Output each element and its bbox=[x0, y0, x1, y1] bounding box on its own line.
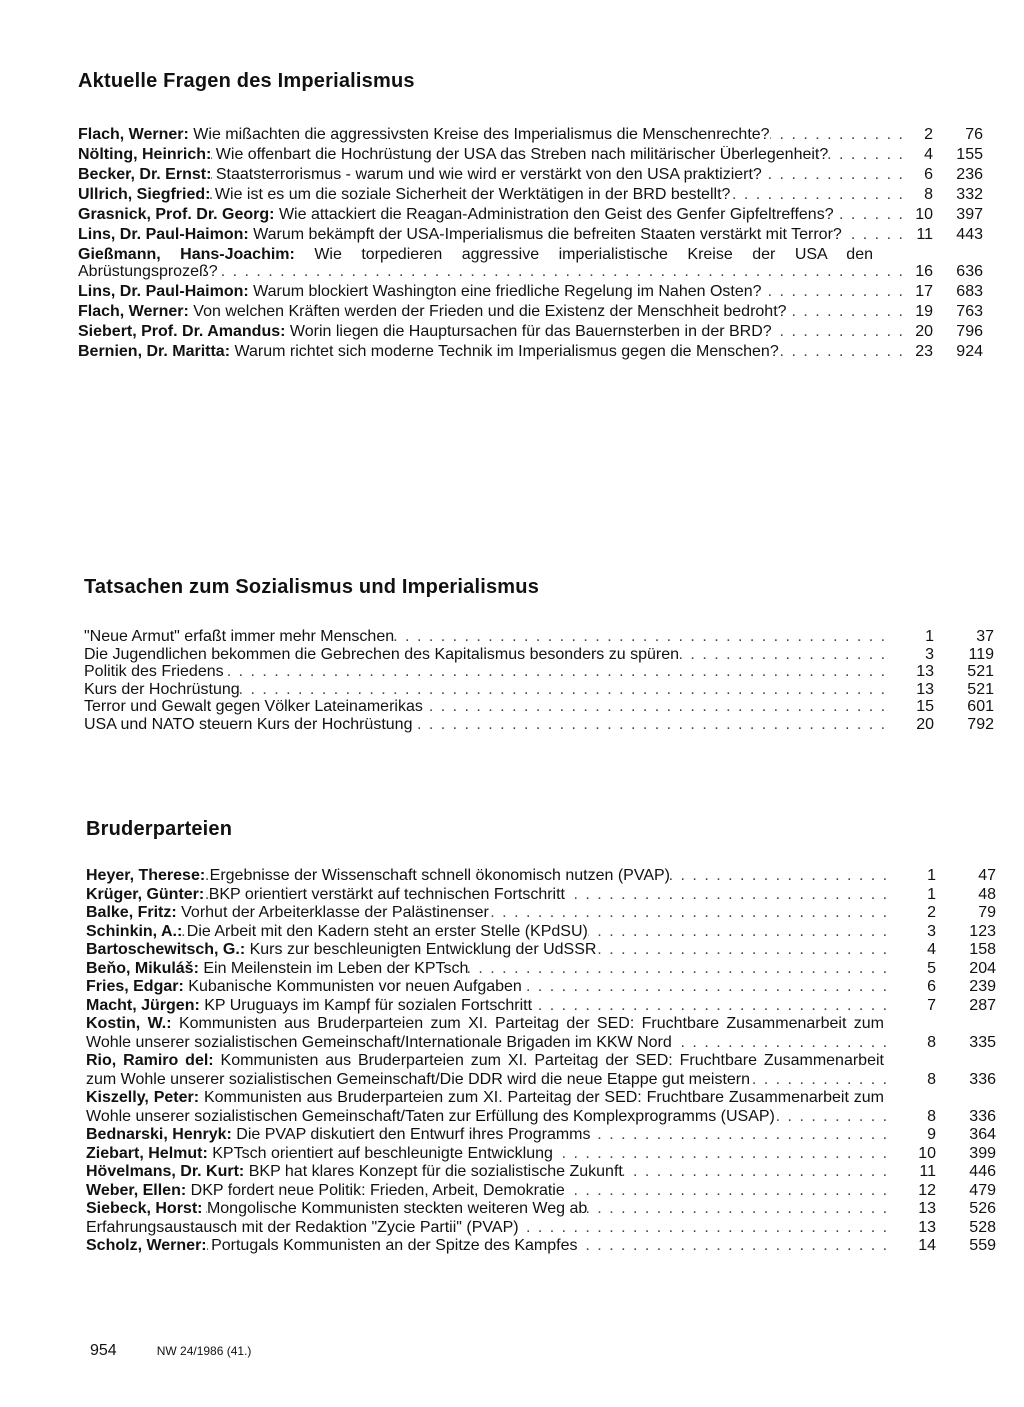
index-entry bbox=[86, 1163, 996, 1182]
entry-text bbox=[86, 1182, 896, 1201]
entry-author: Rio, Ramiro del: bbox=[86, 1052, 214, 1069]
entry-issue: 4 bbox=[924, 146, 933, 163]
entry-line bbox=[78, 303, 873, 320]
entry-line bbox=[78, 186, 873, 203]
entry-issue: 13 bbox=[918, 1218, 936, 1236]
entry-author: Flach, Werner: bbox=[78, 303, 189, 320]
entry-issue: 1 bbox=[925, 628, 934, 645]
entry-title: Warum richtet sich moderne Technik im Imperialismus gegen die Menschen? bbox=[234, 343, 779, 360]
entry-page: 446 bbox=[969, 1163, 996, 1180]
entry-author: Flach, Werner: bbox=[78, 126, 189, 143]
entry-page: 526 bbox=[969, 1200, 996, 1217]
entry-line bbox=[78, 226, 873, 243]
entry-issue: 16 bbox=[915, 263, 933, 280]
index-entry bbox=[78, 283, 983, 300]
entry-text bbox=[78, 343, 903, 360]
index-entry bbox=[86, 1089, 996, 1126]
entry-text bbox=[86, 1200, 896, 1219]
entry-issue: 4 bbox=[927, 941, 936, 958]
entry-text bbox=[86, 1163, 896, 1182]
entry-author: Bernien, Dr. Maritta: bbox=[78, 343, 231, 360]
index-entry bbox=[86, 978, 996, 997]
entry-page: 443 bbox=[956, 226, 983, 243]
entry-text bbox=[86, 1145, 896, 1164]
entry-text bbox=[78, 166, 903, 183]
entry-page: 37 bbox=[976, 628, 994, 645]
entry-title: "Neue Armut" erfaßt immer mehr Menschen bbox=[84, 628, 395, 645]
entry-page: 155 bbox=[956, 146, 983, 163]
section-title: Tatsachen zum Sozialismus und Imperialismus bbox=[84, 576, 540, 598]
entry-issue: 20 bbox=[916, 715, 934, 733]
entry-page: 47 bbox=[978, 867, 996, 884]
entry-title: Die Jugendlichen bekommen die Gebrechen des Kapitalismus besonders zu spüren bbox=[84, 645, 680, 663]
page-footer bbox=[90, 1342, 251, 1360]
page-number: 954 bbox=[90, 1342, 117, 1359]
entry-issue: 15 bbox=[916, 698, 934, 716]
entry-title: BKP orientiert verstärkt auf technischen Fortschritt bbox=[208, 885, 565, 903]
entry-title: Wie offenbart die Hochrüstung der USA das Streben nach militärischer Überlegenheit? bbox=[215, 146, 829, 163]
entry-text bbox=[78, 323, 903, 340]
entry-author: Gießmann, Hans-Joachim: bbox=[78, 246, 295, 263]
entry-text bbox=[86, 978, 896, 997]
entry-page: 119 bbox=[968, 645, 994, 663]
index-entry bbox=[78, 166, 983, 183]
entry-author: Lins, Dr. Paul-Haimon: bbox=[78, 283, 249, 300]
entry-line bbox=[78, 146, 873, 163]
index-entry bbox=[86, 904, 996, 923]
entry-list bbox=[78, 126, 983, 360]
entry-text bbox=[84, 716, 894, 734]
entry-author: Nölting, Heinrich: bbox=[78, 146, 212, 163]
entry-text bbox=[86, 1237, 896, 1256]
entry-author: Bednarski, Henryk: bbox=[86, 1126, 232, 1143]
entry-text bbox=[84, 663, 894, 681]
entry-issue: 6 bbox=[924, 166, 933, 183]
index-entry bbox=[86, 1052, 996, 1089]
entry-page: 79 bbox=[978, 904, 996, 921]
entry-line bbox=[86, 1163, 884, 1182]
entry-issue: 8 bbox=[927, 1070, 936, 1088]
index-entry bbox=[86, 886, 996, 905]
entry-line bbox=[86, 997, 884, 1016]
entry-title: Von welchen Kräften werden der Frieden und die Existenz der Menschheit bedroht? bbox=[193, 303, 787, 320]
index-entry bbox=[86, 1126, 996, 1145]
entry-line bbox=[78, 126, 873, 143]
entry-author: Ziebart, Helmut: bbox=[86, 1144, 208, 1162]
entry-issue: 3 bbox=[925, 645, 934, 663]
entry-line bbox=[86, 1052, 884, 1089]
index-entry bbox=[86, 1200, 996, 1219]
entry-title: Kommunisten aus Bruderparteien zum XI. Parteitag der SED: Fruchtbare Zusammenarbeit zum Wohle unserer sozialistischen Gemeinschaft/Taten zur Erfüllung des Komplexprogramms (USAP) bbox=[86, 1089, 884, 1125]
entry-title: Wie mißachten die aggressivsten Kreise des Imperialismus die Menschenrechte? bbox=[193, 126, 770, 143]
entry-issue: 2 bbox=[927, 904, 936, 921]
entry-text bbox=[86, 1052, 896, 1089]
entry-title: Wie torpedieren aggressive imperialistische Kreise der USA den Abrüstungsprozeß? bbox=[78, 246, 873, 280]
entry-line bbox=[78, 283, 873, 300]
index-entry bbox=[78, 226, 983, 243]
entry-page: 924 bbox=[956, 343, 983, 360]
index-entry bbox=[78, 343, 983, 360]
entry-issue: 2 bbox=[924, 126, 933, 143]
index-entry bbox=[78, 246, 983, 280]
entry-issue: 8 bbox=[924, 186, 933, 203]
entry-text bbox=[86, 997, 896, 1016]
entry-text bbox=[84, 628, 894, 646]
index-entry bbox=[86, 1237, 996, 1256]
index-entry bbox=[84, 646, 994, 664]
entry-title: USA und NATO steuern Kurs der Hochrüstung bbox=[84, 715, 413, 733]
entry-title: Politik des Friedens bbox=[84, 663, 224, 681]
entry-author: Balke, Fritz: bbox=[86, 904, 177, 921]
entry-page: 796 bbox=[956, 323, 983, 340]
entry-title: Mongolische Kommunisten steckten weiteren Weg ab bbox=[206, 1200, 588, 1217]
entry-issue: 20 bbox=[915, 323, 933, 340]
section-aktuelle-fragen bbox=[78, 70, 993, 363]
entry-author: Heyer, Therese: bbox=[86, 867, 206, 884]
entry-author: Krüger, Günter: bbox=[86, 885, 205, 903]
entry-title: Die Arbeit mit den Kadern steht an erster Stelle (KPdSU) bbox=[186, 922, 588, 940]
entry-text bbox=[86, 1015, 896, 1052]
entry-page: 528 bbox=[969, 1218, 996, 1236]
entry-line bbox=[86, 923, 884, 942]
entry-line bbox=[86, 978, 884, 997]
entry-author: Beňo, Mikuláš: bbox=[86, 959, 199, 977]
section-bruderparteien bbox=[86, 818, 996, 1256]
entry-title: DKP fordert neue Politik: Frieden, Arbeit, Demokratie bbox=[190, 1181, 565, 1199]
entry-line bbox=[78, 343, 873, 360]
entry-page: 332 bbox=[956, 186, 983, 203]
entry-title: Kommunisten aus Bruderparteien zum XI. Parteitag der SED: Fruchtbare Zusammenarbeit zum Wohle unserer sozialistischen Gemeinschaft/Internationale Brigaden im KKW Nord bbox=[86, 1015, 884, 1051]
entry-author: Fries, Edgar: bbox=[86, 978, 184, 995]
entry-text bbox=[78, 126, 903, 143]
entry-line bbox=[86, 1015, 884, 1052]
entry-author: Ullrich, Siegfried: bbox=[78, 186, 211, 203]
index-entry bbox=[78, 186, 983, 203]
entry-text bbox=[86, 1126, 896, 1145]
entry-issue: 9 bbox=[927, 1126, 936, 1143]
entry-title: BKP hat klares Konzept für die sozialistische Zukunft bbox=[248, 1163, 623, 1180]
entry-text bbox=[78, 206, 903, 223]
entry-line bbox=[86, 904, 884, 923]
entry-author: Siebeck, Horst: bbox=[86, 1200, 203, 1217]
entry-line bbox=[86, 1182, 884, 1201]
entry-issue: 12 bbox=[918, 1181, 936, 1199]
entry-page: 236 bbox=[956, 166, 983, 183]
entry-page: 559 bbox=[969, 1237, 996, 1254]
entry-page: 76 bbox=[965, 126, 983, 143]
entry-author: Kiszelly, Peter: bbox=[86, 1089, 200, 1106]
entry-issue: 1 bbox=[927, 885, 936, 903]
entry-line bbox=[86, 1126, 884, 1145]
entry-title: Ein Meilenstein im Leben der KPTsch bbox=[203, 959, 469, 977]
entry-page: 239 bbox=[969, 978, 996, 995]
entry-page: 636 bbox=[956, 263, 983, 280]
entry-line bbox=[86, 960, 884, 979]
entry-author: Lins, Dr. Paul-Haimon: bbox=[78, 226, 249, 243]
entry-text bbox=[78, 226, 903, 243]
entry-issue: 7 bbox=[927, 996, 936, 1014]
entry-issue: 17 bbox=[915, 283, 933, 300]
entry-title: Die PVAP diskutiert den Entwurf ihres Programms bbox=[236, 1126, 591, 1143]
index-entry bbox=[86, 960, 996, 979]
entry-text bbox=[86, 1219, 896, 1238]
entry-line bbox=[78, 206, 873, 223]
entry-title: Warum blockiert Washington eine friedliche Regelung im Nahen Osten? bbox=[253, 283, 762, 300]
entry-title: Vorhut der Arbeiterklasse der Palästinenser bbox=[181, 904, 489, 921]
entry-issue: 1 bbox=[927, 867, 936, 884]
index-entry bbox=[84, 716, 994, 734]
entry-issue: 11 bbox=[919, 1163, 936, 1180]
entry-text bbox=[78, 303, 903, 320]
entry-title: KP Uruguays im Kampf für sozialen Fortschritt bbox=[204, 996, 533, 1014]
entry-text bbox=[86, 960, 896, 979]
entry-author: Siebert, Prof. Dr. Amandus: bbox=[78, 323, 286, 340]
entry-title: Staatsterrorismus - warum und wie wird er verstärkt von den USA praktiziert? bbox=[215, 166, 762, 183]
entry-page: 792 bbox=[967, 715, 994, 733]
entry-line bbox=[86, 1237, 884, 1256]
entry-title: Portugals Kommunisten an der Spitze des Kampfes bbox=[211, 1237, 578, 1254]
entry-author: Macht, Jürgen: bbox=[86, 996, 200, 1014]
entry-title: Warum bekämpft der USA-Imperialismus die befreiten Staaten verstärkt mit Terror? bbox=[253, 226, 842, 243]
index-entry bbox=[78, 206, 983, 223]
entry-page: 683 bbox=[956, 283, 983, 300]
entry-issue: 13 bbox=[916, 663, 934, 681]
entry-page: 335 bbox=[969, 1033, 996, 1051]
entry-text bbox=[78, 283, 903, 300]
entry-text bbox=[78, 186, 903, 203]
index-entry bbox=[86, 941, 996, 960]
entry-line bbox=[86, 941, 884, 960]
entry-page: 521 bbox=[967, 663, 994, 681]
index-entry bbox=[78, 146, 983, 163]
entry-issue: 6 bbox=[927, 978, 936, 995]
entry-page: 763 bbox=[956, 303, 983, 320]
entry-page: 364 bbox=[969, 1126, 996, 1143]
section-title: Aktuelle Fragen des Imperialismus bbox=[78, 70, 415, 92]
entry-title: Terror und Gewalt gegen Völker Lateinamerikas bbox=[84, 698, 423, 716]
index-entry bbox=[84, 681, 994, 699]
entry-line bbox=[84, 716, 882, 734]
entry-issue: 13 bbox=[916, 680, 934, 698]
section-tatsachen bbox=[84, 576, 994, 734]
entry-page: 48 bbox=[978, 885, 996, 903]
entry-page: 287 bbox=[969, 996, 996, 1014]
entry-text bbox=[84, 646, 894, 664]
entry-title: Wie attackiert die Reagan-Administration den Geist des Genfer Gipfeltreffens? bbox=[278, 206, 834, 223]
issue-reference: NW 24/1986 (41.) bbox=[156, 1344, 252, 1358]
entry-issue: 10 bbox=[915, 206, 933, 223]
entry-line bbox=[78, 246, 873, 280]
entry-issue: 3 bbox=[927, 922, 936, 940]
entry-title: Wie ist es um die soziale Sicherheit der Werktätigen in der BRD bestellt? bbox=[214, 186, 731, 203]
entry-line bbox=[86, 886, 884, 905]
entry-author: Grasnick, Prof. Dr. Georg: bbox=[78, 206, 275, 223]
entry-issue: 5 bbox=[927, 959, 936, 977]
entry-text bbox=[84, 698, 894, 716]
entry-line bbox=[84, 681, 882, 699]
entry-line bbox=[86, 1089, 884, 1126]
entry-text bbox=[86, 904, 896, 923]
entry-title: Kurs zur beschleunigten Entwicklung der UdSSR bbox=[249, 941, 597, 958]
entry-list bbox=[86, 867, 996, 1256]
entry-title: Worin liegen die Hauptursachen für das Bauernsterben in der BRD? bbox=[289, 323, 772, 340]
entry-author: Becker, Dr. Ernst: bbox=[78, 166, 212, 183]
entry-title: Kubanische Kommunisten vor neuen Aufgaben bbox=[188, 978, 522, 995]
entry-page: 336 bbox=[969, 1107, 996, 1125]
entry-page: 521 bbox=[967, 680, 994, 698]
entry-title: KPTsch orientiert auf beschleunigte Entwicklung bbox=[212, 1144, 553, 1162]
entry-issue: 8 bbox=[927, 1033, 936, 1051]
entry-issue: 14 bbox=[918, 1237, 936, 1254]
entry-author: Weber, Ellen: bbox=[86, 1181, 187, 1199]
entry-issue: 23 bbox=[915, 343, 933, 360]
entry-title: Kommunisten aus Bruderparteien zum XI. Parteitag der SED: Fruchtbare Zusammenarbeit zum Wohle unserer sozialistischen Gemeinschaft/Die DDR wird die neue Etappe gut meistern bbox=[86, 1052, 884, 1088]
entry-page: 123 bbox=[969, 922, 996, 940]
section-title: Bruderparteien bbox=[86, 818, 233, 840]
entry-text bbox=[78, 246, 903, 280]
entry-text bbox=[84, 681, 894, 699]
entry-line bbox=[84, 698, 882, 716]
entry-list bbox=[84, 628, 994, 734]
entry-page: 204 bbox=[969, 959, 996, 977]
entry-page: 479 bbox=[969, 1181, 996, 1199]
index-entry bbox=[84, 698, 994, 716]
entry-issue: 10 bbox=[918, 1144, 936, 1162]
entry-author: Kostin, W.: bbox=[86, 1015, 172, 1032]
entry-text bbox=[86, 1089, 896, 1126]
entry-title: Kurs der Hochrüstung bbox=[84, 680, 240, 698]
entry-line bbox=[78, 323, 873, 340]
index-entry bbox=[86, 997, 996, 1016]
index-entry bbox=[78, 303, 983, 320]
entry-issue: 13 bbox=[918, 1200, 936, 1217]
entry-page: 336 bbox=[969, 1070, 996, 1088]
entry-issue: 19 bbox=[915, 303, 933, 320]
entry-author: Hövelmans, Dr. Kurt: bbox=[86, 1163, 245, 1180]
entry-text bbox=[86, 886, 896, 905]
entry-text bbox=[86, 941, 896, 960]
entry-line bbox=[86, 867, 884, 886]
entry-page: 158 bbox=[969, 941, 996, 958]
index-entry bbox=[86, 923, 996, 942]
entry-line bbox=[84, 663, 882, 681]
index-entry bbox=[86, 1145, 996, 1164]
entry-line bbox=[86, 1200, 884, 1219]
index-entry bbox=[78, 323, 983, 340]
entry-text bbox=[86, 867, 896, 886]
index-entry bbox=[86, 867, 996, 886]
entry-author: Scholz, Werner: bbox=[86, 1237, 207, 1254]
entry-text bbox=[86, 923, 896, 942]
index-entry bbox=[86, 1182, 996, 1201]
index-entry bbox=[84, 628, 994, 646]
index-entry bbox=[84, 663, 994, 681]
entry-title: Ergebnisse der Wissenschaft schnell ökonomisch nutzen (PVAP) bbox=[209, 867, 670, 884]
entry-page: 397 bbox=[956, 206, 983, 223]
entry-line bbox=[84, 646, 882, 664]
entry-text bbox=[78, 146, 903, 163]
index-entry bbox=[86, 1015, 996, 1052]
index-entry bbox=[86, 1219, 996, 1238]
entry-title: Erfahrungsaustausch mit der Redaktion "Zycie Partii" (PVAP) bbox=[86, 1218, 519, 1236]
entry-author: Schinkin, A.: bbox=[86, 922, 183, 940]
entry-page: 601 bbox=[967, 698, 994, 716]
entry-issue: 11 bbox=[916, 226, 933, 243]
index-entry bbox=[78, 126, 983, 143]
entry-line bbox=[84, 628, 882, 646]
entry-issue: 8 bbox=[927, 1107, 936, 1125]
entry-author: Bartoschewitsch, G.: bbox=[86, 941, 246, 958]
entry-line bbox=[78, 166, 873, 183]
entry-line bbox=[86, 1219, 884, 1238]
entry-page: 399 bbox=[969, 1144, 996, 1162]
entry-line bbox=[86, 1145, 884, 1164]
